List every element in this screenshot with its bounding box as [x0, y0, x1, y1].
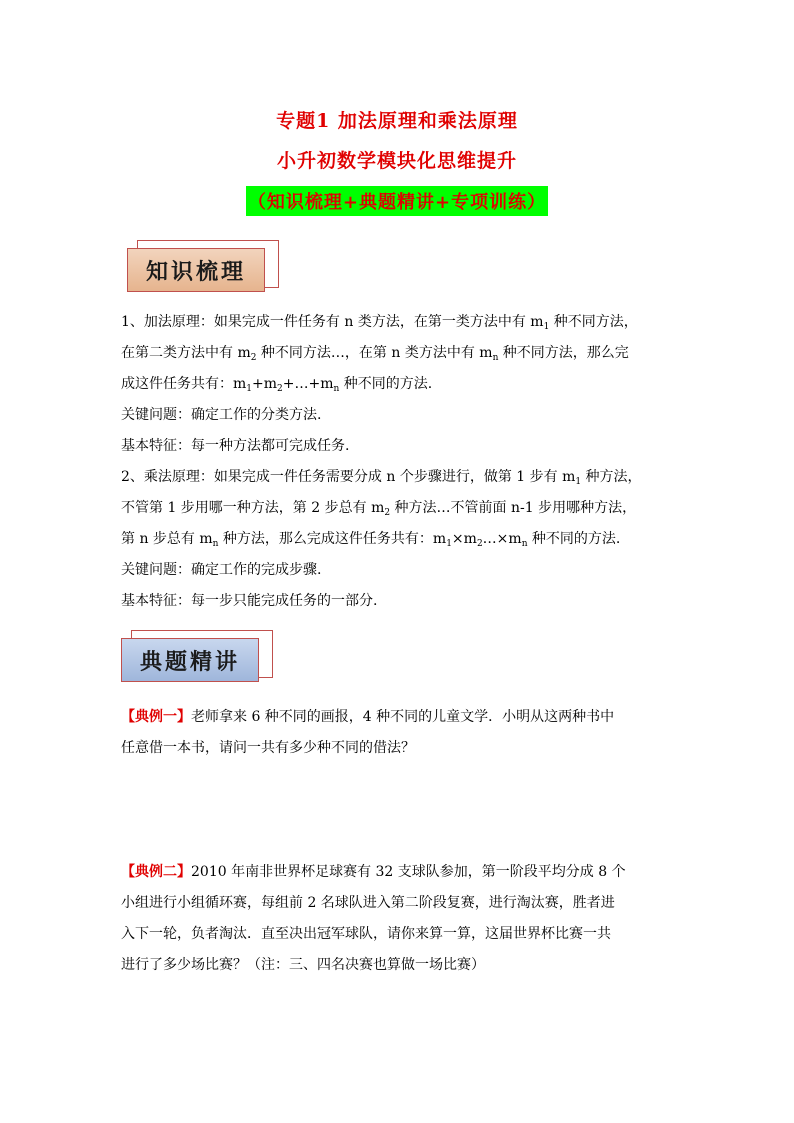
- text-run: 种不同的方法.: [339, 376, 433, 392]
- subscript: n: [492, 353, 499, 363]
- text-run: +…+m: [282, 376, 334, 392]
- addition-principle-line1: [121, 312, 681, 332]
- text-run: 种不同方法…，在第 n 类方法中有 m: [256, 345, 493, 361]
- text-run: 种不同方法，那么完: [498, 345, 629, 361]
- subscript: 2: [384, 508, 391, 518]
- subscript: 1: [575, 477, 582, 487]
- key-problem-2: 关键问题：确定工作的完成步骤.: [121, 562, 322, 578]
- text-run: 第 n 步总有 m: [121, 531, 213, 547]
- multiplication-principle-line3: [121, 529, 681, 549]
- section-heading-examples: 典题精讲: [121, 638, 259, 682]
- multiplication-principle-line2: [121, 498, 681, 518]
- feature-2: 基本特征：每一步只能完成任务的一部分.: [121, 593, 378, 609]
- text-run: ×m: [451, 531, 477, 547]
- example1-line1: [121, 707, 681, 727]
- document-title: 专题1 加法原理和乘法原理: [276, 110, 518, 132]
- text-run: 种不同的方法.: [527, 531, 621, 547]
- subscript: 1: [246, 384, 253, 394]
- key-problem-1: 关键问题：确定工作的分类方法.: [121, 407, 322, 423]
- example1-tag: 【典例一】: [121, 709, 191, 725]
- text-run: 种方法，: [581, 469, 642, 485]
- text-run: +m: [252, 376, 278, 392]
- addition-principle-line2: [121, 343, 681, 363]
- text-run: 种不同方法，: [549, 314, 638, 330]
- example2-line4: 进行了多少场比赛？（注：三、四名决赛也算做一场比赛）: [121, 957, 485, 973]
- document-tagline: （知识梳理+典题精讲+专项训练）: [246, 186, 548, 216]
- subscript: n: [521, 539, 528, 549]
- text-run: 老师拿来 6 种不同的画报，4 种不同的儿童文学．小明从这两种书中: [191, 709, 615, 725]
- subscript: 1: [446, 539, 452, 549]
- example2-line2: 小组进行小组循环赛，每组前 2 名球队进入第二阶段复赛，进行淘汰赛，胜者进: [121, 895, 615, 911]
- text-run: 种方法…不管前面 n-1 步用哪种方法，: [390, 500, 637, 516]
- example2-tag: 【典例二】: [121, 864, 191, 880]
- text-run: …×m: [482, 531, 522, 547]
- subscript: 2: [277, 384, 283, 394]
- subscript: 1: [543, 322, 550, 332]
- tagline-wrap: [0, 186, 794, 216]
- example2-line3: 入下一轮，负者淘汰．直至决出冠军球队，请你来算一算，这届世界杯比赛一共: [121, 926, 611, 942]
- text-run: 2、乘法原理：如果完成一件任务需要分成 n 个步骤进行，做第 1 步有 m: [121, 469, 576, 485]
- text-run: 1、加法原理：如果完成一件任务有 n 类方法，在第一类方法中有 m: [121, 314, 544, 330]
- example1-line2: 任意借一本书，请问一共有多少种不同的借法？: [121, 740, 415, 756]
- text-run: 2010 年南非世界杯足球赛有 32 支球队参加，第一阶段平均分成 8 个: [191, 864, 626, 880]
- text-run: 不管第 1 步用哪一种方法，第 2 步总有 m: [121, 500, 385, 516]
- subscript: n: [212, 539, 219, 549]
- document-subtitle: 小升初数学模块化思维提升: [276, 150, 517, 172]
- multiplication-principle-line1: [121, 467, 681, 487]
- addition-principle-line3: [121, 374, 681, 394]
- text-run: 成这件任务共有：m: [121, 376, 247, 392]
- subscript: 2: [476, 539, 483, 549]
- example2-line1: [121, 862, 681, 882]
- section-heading-knowledge: 知识梳理: [127, 248, 265, 292]
- feature-1: 基本特征：每一种方法都可完成任务.: [121, 438, 350, 454]
- text-run: 在第二类方法中有 m: [121, 345, 251, 361]
- text-run: 种方法，那么完成这件任务共有：m: [218, 531, 447, 547]
- subscript: 2: [250, 353, 257, 363]
- subscript: n: [333, 384, 340, 394]
